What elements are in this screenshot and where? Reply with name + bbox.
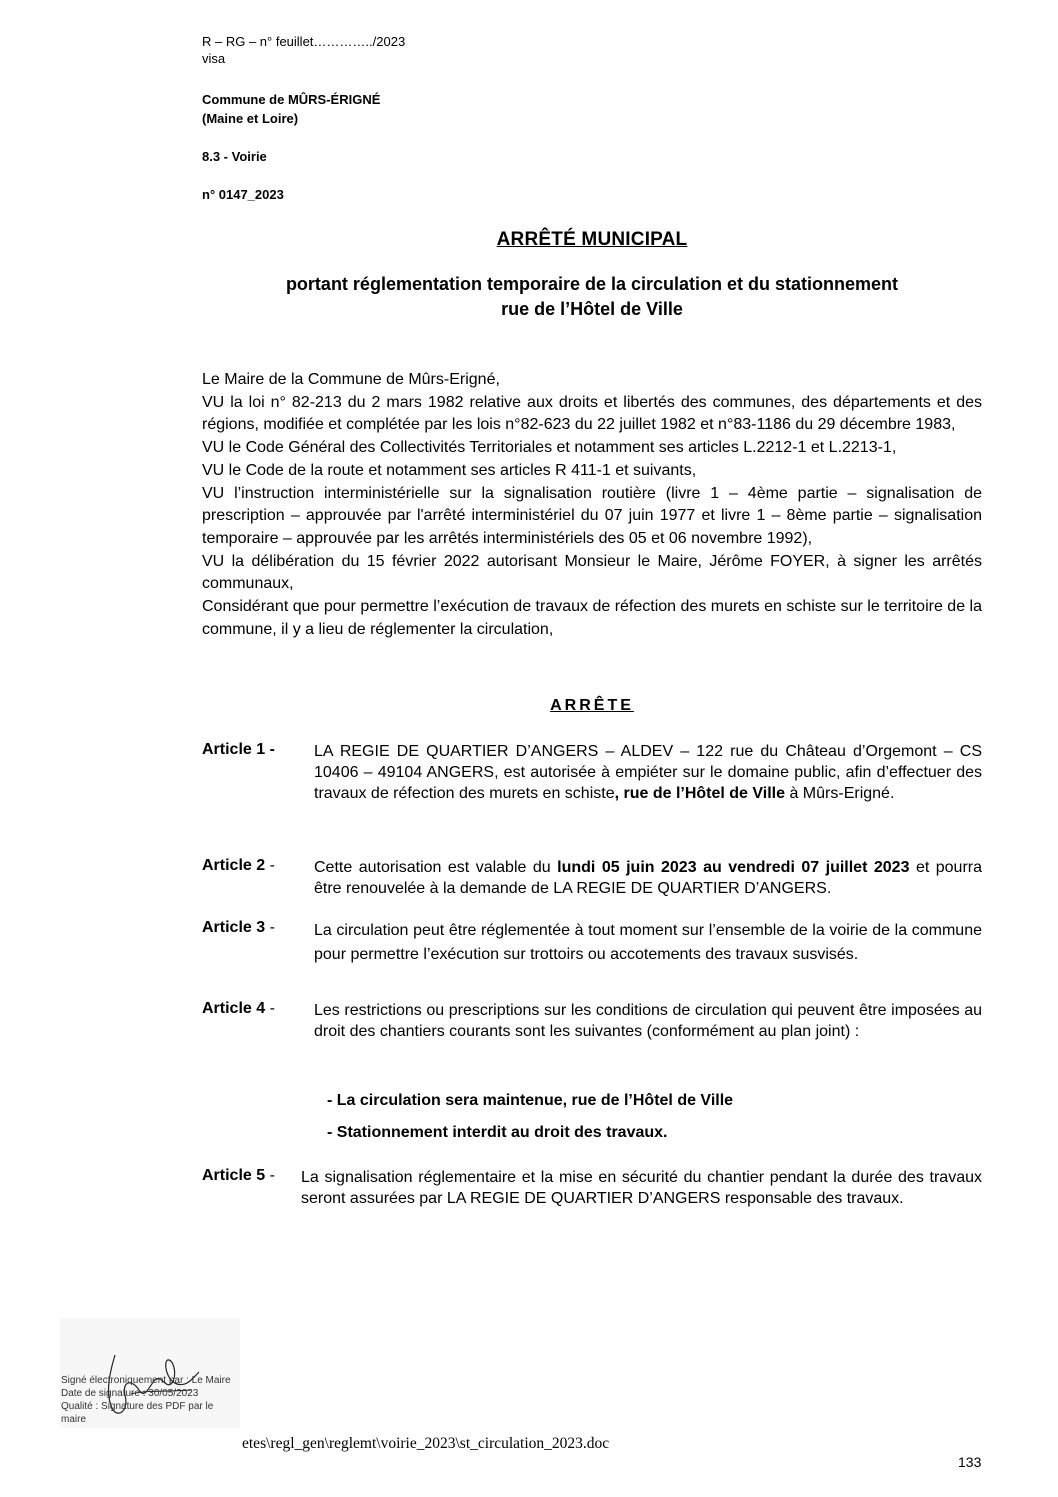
article-4-bullet-2: - Stationnement interdit au droit des travaux.	[327, 1124, 668, 1141]
header-reference	[202, 33, 405, 67]
article-1-text-a: LA REGIE DE QUARTIER D’ANGERS – ALDEV – 122 rue du Château d’Orgemont – CS 10406 – 49104 ANGERS, est autorisée à empiéter sur le domaine public, afin d’effectuer des travaux de réfection des murets en schiste	[314, 743, 982, 802]
article-3-text: La circulation peut être réglementée à tout moment sur l’ensemble de la voirie de la commune pour permettre l’exécution sur trottoirs ou accotements des travaux susvisés.	[314, 922, 982, 963]
commune-dept: (Maine et Loire)	[202, 111, 299, 126]
subtitle-line-1: portant réglementation temporaire de la circulation et du stationnement	[285, 274, 899, 294]
article-2-label-dash: -	[265, 857, 275, 874]
preamble-item: VU le Code Général des Collectivités Territoriales et notamment ses articles L.2212-1 et L.2213-1,	[202, 439, 897, 457]
preamble-item: Considérant que pour permettre l’exécution de travaux de réfection des murets en schiste sur le territoire de la commune, il y a lieu de réglementer la circulation,	[202, 598, 982, 638]
signature-quality: Qualité : Signature des PDF par le maire	[61, 1401, 214, 1425]
page-title: ARRÊTÉ MUNICIPAL	[496, 229, 688, 250]
article-4-label	[202, 1000, 275, 1018]
article-5-label-text: Article 5	[202, 1167, 266, 1184]
arrete-heading: ARRÊTE	[550, 697, 634, 714]
article-2-text-bold: lundi 05 juin 2023 au vendredi 07 juillet 2023	[557, 859, 910, 876]
article-5-text: La signalisation réglementaire et la mise en sécurité du chantier pendant la durée des travaux seront assurées par LA REGIE DE QUARTIER D’ANGERS responsable des travaux.	[301, 1169, 982, 1207]
article-1-text-bold: , rue de l’Hôtel de Ville	[614, 785, 786, 802]
article-4-label-dash: -	[265, 1000, 275, 1017]
commune-name: Commune de MÛRS-ÉRIGNÉ	[202, 92, 381, 107]
article-1-text-b: à Mûrs-Erigné.	[785, 785, 895, 802]
article-2-text	[314, 857, 982, 899]
preamble-item: VU la délibération du 15 février 2022 autorisant Monsieur le Maire, Jérôme FOYER, à signer les arrêtés communaux,	[202, 552, 982, 593]
preamble-item: VU le Code de la route et notamment ses articles R 411-1 et suivants,	[202, 461, 697, 479]
article-4-text: Les restrictions ou prescriptions sur les conditions de circulation qui peuvent être imposées au droit des chantiers courants sont les suivantes (conformément au plan joint) :	[314, 1002, 982, 1040]
signature-signed-by: Signé électroniquement par : Le Maire	[61, 1375, 231, 1386]
subtitle-line-2: rue de l’Hôtel de Ville	[501, 299, 683, 319]
page-subtitle	[202, 272, 982, 322]
article-2-text-b: et pourra être renouvelée à la demande de LA REGIE DE QUARTIER D’ANGERS.	[314, 859, 983, 897]
preamble-item: VU la loi n° 82-213 du 2 mars 1982 relative aux droits et libertés des communes, des départements et des régions, modifiée et complétée par les lois n°82-623 du 22 juillet 1982 et n°83-1186 du 29 décembre 1983,	[202, 393, 982, 434]
article-2-label-text: Article 2	[202, 857, 266, 874]
article-1-label: Article 1 -	[202, 741, 275, 758]
footer-file-path: etes\regl_gen\reglemt\voirie_2023\st_circulation_2023.doc	[242, 1435, 610, 1452]
article-2-label	[202, 857, 275, 875]
signature-date: Date de signature : 30/05/2023	[61, 1388, 199, 1399]
commune-block	[202, 89, 380, 127]
article-3-label-dash: -	[265, 919, 275, 936]
article-2-text-a: Cette autorisation est valable du	[314, 859, 558, 876]
article-4-label-text: Article 4	[202, 1000, 266, 1017]
article-5-label	[202, 1167, 275, 1185]
article-5-label-dash: -	[265, 1167, 275, 1184]
article-3-label	[202, 919, 275, 937]
preamble-item: VU l’instruction interministérielle sur la signalisation routière (livre 1 – 4ème partie – signalisation de prescription – approuvée par l'arrêté interministériel du 07 juin 1977 et livre 1 – 8ème partie – signalisation temporaire – approuvée par les arrêtés interministériels des 05 et 06 novembre 1992),	[202, 484, 982, 547]
preamble-item: Le Maire de la Commune de Mûrs-Erigné,	[202, 371, 500, 388]
article-3-label-text: Article 3	[202, 919, 266, 936]
article-4-bullet-1: - La circulation sera maintenue, rue de l’Hôtel de Ville	[327, 1092, 734, 1109]
page-number: 133	[958, 1454, 982, 1470]
header-visa: visa	[202, 51, 226, 66]
signature-info	[61, 1374, 236, 1426]
category-label: 8.3 - Voirie	[202, 149, 267, 164]
article-1-text	[314, 741, 982, 804]
header-feuillet: R – RG – n° feuillet…………../2023	[202, 34, 406, 49]
decree-number: n° 0147_2023	[202, 187, 284, 202]
preamble	[202, 369, 982, 641]
